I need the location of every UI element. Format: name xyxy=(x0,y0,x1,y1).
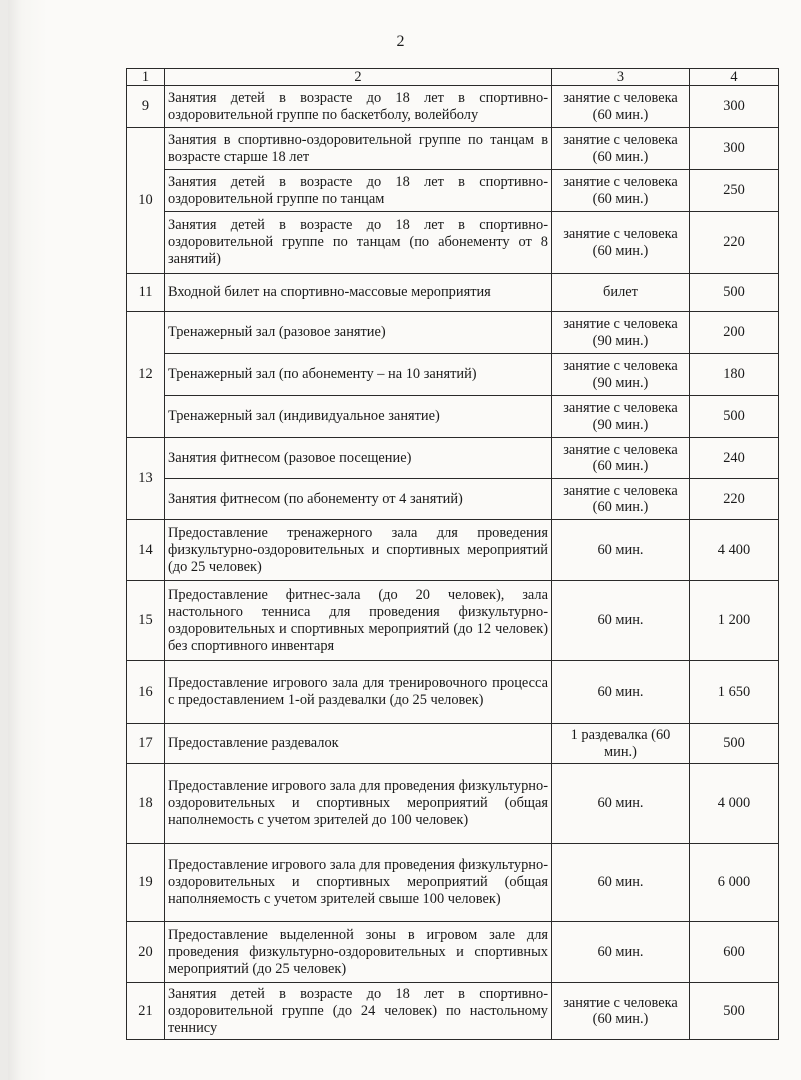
price: 1 650 xyxy=(690,661,779,724)
header-col-1: 1 xyxy=(127,69,165,86)
unit: 60 мин. xyxy=(552,520,690,581)
service-name: Предоставление тренажерного зала для проведения физкультурно-оздоровительных и спортивных мероприятий (до 25 человек) xyxy=(165,520,552,581)
price: 4 000 xyxy=(690,764,779,844)
price: 500 xyxy=(690,983,779,1040)
price: 500 xyxy=(690,274,779,312)
price: 220 xyxy=(690,212,779,274)
row-number: 9 xyxy=(127,86,165,128)
row-number: 19 xyxy=(127,844,165,922)
table-row xyxy=(127,86,779,128)
table-row xyxy=(127,479,779,520)
service-name: Занятия детей в возрасте до 18 лет в спортивно-оздоровительной группе по баскетболу, волейболу xyxy=(165,86,552,128)
price: 200 xyxy=(690,312,779,354)
unit: занятие с человека (60 мин.) xyxy=(552,128,690,170)
service-name: Предоставление игрового зала для проведения физкультурно-оздоровительных и спортивных мероприятий (общая наполнемость с учетом зрителей до 100 человек) xyxy=(165,764,552,844)
price: 600 xyxy=(690,922,779,983)
price: 180 xyxy=(690,354,779,396)
unit: занятие с человека (60 мин.) xyxy=(552,86,690,128)
table-row xyxy=(127,520,779,581)
unit: билет xyxy=(552,274,690,312)
header-col-2: 2 xyxy=(165,69,552,86)
table-header-row xyxy=(127,69,779,86)
service-name: Тренажерный зал (разовое занятие) xyxy=(165,312,552,354)
table-row xyxy=(127,128,779,170)
table-row xyxy=(127,396,779,438)
unit: занятие с человека (90 мин.) xyxy=(552,312,690,354)
price: 240 xyxy=(690,438,779,479)
unit: 60 мин. xyxy=(552,844,690,922)
price: 500 xyxy=(690,396,779,438)
table-row xyxy=(127,983,779,1040)
unit: занятие с человека (60 мин.) xyxy=(552,438,690,479)
table-row xyxy=(127,438,779,479)
table-row xyxy=(127,581,779,661)
service-name: Занятия фитнесом (разовое посещение) xyxy=(165,438,552,479)
table-row xyxy=(127,170,779,212)
service-name: Предоставление игрового зала для тренировочного процесса с предоставлением 1-ой раздевалки (до 25 человек) xyxy=(165,661,552,724)
row-number: 20 xyxy=(127,922,165,983)
unit: занятие с человека (60 мин.) xyxy=(552,170,690,212)
tariff-table xyxy=(126,68,779,1040)
price: 1 200 xyxy=(690,581,779,661)
price: 220 xyxy=(690,479,779,520)
row-number: 11 xyxy=(127,274,165,312)
page-number: 2 xyxy=(396,33,405,50)
header-col-3: 3 xyxy=(552,69,690,86)
unit: 1 раздевалка (60 мин.) xyxy=(552,724,690,764)
service-name: Предоставление раздевалок xyxy=(165,724,552,764)
table-row xyxy=(127,312,779,354)
table-row xyxy=(127,724,779,764)
service-name: Занятия детей в возрасте до 18 лет в спортивно-оздоровительной группе по танцам (по абонементу от 8 занятий) xyxy=(165,212,552,274)
table-row xyxy=(127,844,779,922)
unit: занятие с человека (60 мин.) xyxy=(552,983,690,1040)
row-number: 15 xyxy=(127,581,165,661)
service-name: Занятия фитнесом (по абонементу от 4 занятий) xyxy=(165,479,552,520)
unit: занятие с человека (60 мин.) xyxy=(552,212,690,274)
price: 300 xyxy=(690,128,779,170)
unit: занятие с человека (60 мин.) xyxy=(552,479,690,520)
table-row xyxy=(127,922,779,983)
service-name: Тренажерный зал (индивидуальное занятие) xyxy=(165,396,552,438)
price: 500 xyxy=(690,724,779,764)
table-row xyxy=(127,212,779,274)
service-name: Занятия детей в возрасте до 18 лет в спортивно-оздоровительной группе по танцам xyxy=(165,170,552,212)
unit: занятие с человека (90 мин.) xyxy=(552,354,690,396)
table-row xyxy=(127,274,779,312)
unit: 60 мин. xyxy=(552,922,690,983)
row-number: 16 xyxy=(127,661,165,724)
price: 6 000 xyxy=(690,844,779,922)
header-col-4: 4 xyxy=(690,69,779,86)
price: 250 xyxy=(690,170,779,212)
row-number: 13 xyxy=(127,438,165,520)
row-number: 17 xyxy=(127,724,165,764)
unit: занятие с человека (90 мин.) xyxy=(552,396,690,438)
service-name: Предоставление фитнес-зала (до 20 человек), зала настольного тенниса для проведения физкультурно-оздоровительных и спортивных мероприятий (до 12 человек) без спортивного инвентаря xyxy=(165,581,552,661)
table-row xyxy=(127,764,779,844)
table-row xyxy=(127,354,779,396)
unit: 60 мин. xyxy=(552,581,690,661)
table-row xyxy=(127,661,779,724)
service-name: Предоставление игрового зала для проведения физкультурно-оздоровительных и спортивных мероприятий (общая наполняемость с учетом зрителей свыше 100 человек) xyxy=(165,844,552,922)
service-name: Занятия в спортивно-оздоровительной группе по танцам в возрасте старше 18 лет xyxy=(165,128,552,170)
price: 300 xyxy=(690,86,779,128)
row-number: 12 xyxy=(127,312,165,438)
row-number: 21 xyxy=(127,983,165,1040)
row-number: 14 xyxy=(127,520,165,581)
price: 4 400 xyxy=(690,520,779,581)
unit: 60 мин. xyxy=(552,764,690,844)
service-name: Входной билет на спортивно-массовые мероприятия xyxy=(165,274,552,312)
row-number: 10 xyxy=(127,128,165,274)
service-name: Занятия детей в возрасте до 18 лет в спортивно-оздоровительной группе (до 24 человек) по настольному теннису xyxy=(165,983,552,1040)
row-number: 18 xyxy=(127,764,165,844)
service-name: Тренажерный зал (по абонементу – на 10 занятий) xyxy=(165,354,552,396)
service-name: Предоставление выделенной зоны в игровом зале для проведения физкультурно-оздоровительных и спортивных мероприятий (до 25 человек) xyxy=(165,922,552,983)
unit: 60 мин. xyxy=(552,661,690,724)
